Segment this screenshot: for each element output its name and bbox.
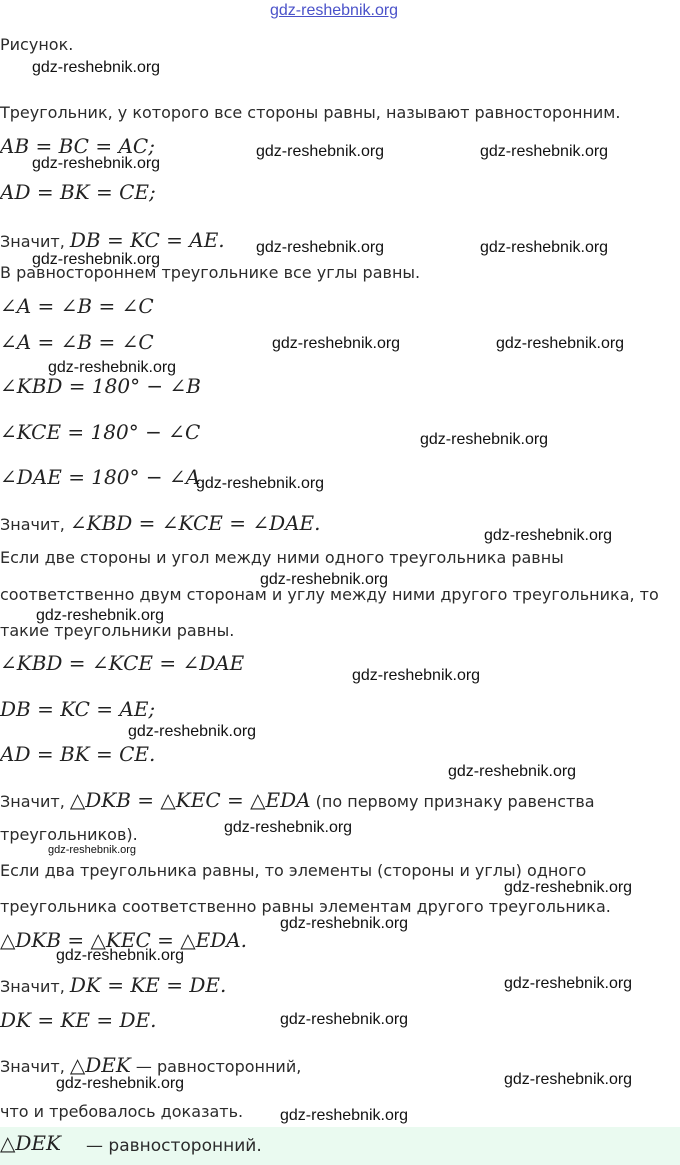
watermark: gdz-reshebnik.org: [480, 143, 609, 160]
watermark: gdz-reshebnik.org: [448, 763, 577, 780]
watermark: gdz-reshebnik.org: [352, 667, 481, 684]
theorem-line-4: Если два треугольника равны, то элементы (стороны и углы) одного: [0, 861, 587, 880]
conclusion-prefix: Значит,: [0, 977, 70, 996]
conclusion-math: DK = KE = DE.: [69, 973, 227, 997]
watermark: gdz-reshebnik.org: [48, 844, 137, 856]
definition-text: Треугольник, у которого все стороны равны, называют равносторонним.: [0, 103, 621, 122]
equation-angles-3: ∠KBD = ∠KCE = ∠DAE: [0, 651, 245, 675]
equation-sides-2: AD = BK = CE;: [0, 180, 156, 204]
answer-box: [0, 1127, 680, 1165]
watermark: gdz-reshebnik.org: [128, 723, 257, 740]
conclusion-tail: — равносторонний,: [130, 1057, 302, 1076]
equation-sides-1: AB = BC = AC;: [0, 134, 155, 158]
answer-math: △DEK: [0, 1131, 61, 1155]
watermark: gdz-reshebnik.org: [504, 879, 633, 896]
equation-kce: ∠KCE = 180° − ∠C: [0, 420, 201, 444]
watermark: gdz-reshebnik.org: [56, 1075, 185, 1092]
site-link[interactable]: gdz-reshebnik.org: [270, 2, 399, 19]
watermark: gdz-reshebnik.org: [256, 143, 385, 160]
watermark: gdz-reshebnik.org: [32, 59, 161, 76]
conclusion-line-3: [0, 788, 595, 812]
equation-dk-ke-de: DK = KE = DE.: [0, 1008, 157, 1032]
conclusion-prefix: Значит,: [0, 515, 70, 534]
conclusion-math: DB = KC = AE.: [69, 228, 225, 252]
equation-sides-3: DB = KC = AE;: [0, 697, 156, 721]
equation-dae: ∠DAE = 180° − ∠A: [0, 465, 201, 489]
qed-text: что и требовалось доказать.: [0, 1102, 244, 1121]
watermark: gdz-reshebnik.org: [280, 1011, 409, 1028]
watermark: gdz-reshebnik.org: [196, 475, 325, 492]
watermark: gdz-reshebnik.org: [32, 155, 161, 172]
watermark: gdz-reshebnik.org: [496, 335, 625, 352]
conclusion-math: △DKB = △KEC = △EDA: [69, 788, 311, 812]
watermark: gdz-reshebnik.org: [272, 335, 401, 352]
equation-kbd: ∠KBD = 180° − ∠B: [0, 374, 202, 398]
theorem-line-3: такие треугольники равны.: [0, 621, 235, 640]
watermark: gdz-reshebnik.org: [256, 239, 385, 256]
watermark: gdz-reshebnik.org: [224, 819, 353, 836]
equation-sides-4: AD = BK = CE.: [0, 742, 156, 766]
watermark: gdz-reshebnik.org: [280, 915, 409, 932]
watermark: gdz-reshebnik.org: [260, 571, 389, 588]
conclusion-line-4: [0, 973, 226, 997]
equation-triangles: △DKB = △KEC = △EDA.: [0, 928, 248, 952]
watermark: gdz-reshebnik.org: [36, 607, 165, 624]
conclusion-prefix: Значит,: [0, 232, 70, 251]
conclusion-prefix: Значит,: [0, 1057, 70, 1076]
theorem-line-2: соответственно двум сторонам и углу между ними другого треугольника, то: [0, 585, 659, 604]
watermark: gdz-reshebnik.org: [504, 975, 633, 992]
conclusion-prefix: Значит,: [0, 792, 70, 811]
conclusion-line-5: [0, 1053, 301, 1077]
watermark: gdz-reshebnik.org: [504, 1071, 633, 1088]
caption-figure: Рисунок.: [0, 35, 74, 54]
watermark: gdz-reshebnik.org: [480, 239, 609, 256]
watermark: gdz-reshebnik.org: [48, 359, 177, 376]
theorem-line-1: Если две стороны и угол между ними одного треугольника равны: [0, 548, 564, 567]
conclusion-line-2: [0, 511, 321, 535]
equation-angles-2: ∠A = ∠B = ∠C: [0, 330, 154, 354]
conclusion-line-3-cont: треугольников).: [0, 825, 138, 844]
watermark: gdz-reshebnik.org: [280, 1107, 409, 1124]
watermark: gdz-reshebnik.org: [56, 947, 185, 964]
conclusion-math: ∠KBD = ∠KCE = ∠DAE.: [69, 511, 321, 535]
equation-angles-1: ∠A = ∠B = ∠C: [0, 294, 154, 318]
property-text: В равностороннем треугольнике все углы равны.: [0, 263, 421, 282]
watermark: gdz-reshebnik.org: [484, 527, 613, 544]
conclusion-line-1: [0, 228, 225, 252]
conclusion-tail: (по первому признаку равенства: [310, 792, 595, 811]
watermark: gdz-reshebnik.org: [420, 431, 549, 448]
theorem-line-5: треугольника соответственно равны элементам другого треугольника.: [0, 897, 611, 916]
watermark: gdz-reshebnik.org: [32, 251, 161, 268]
conclusion-math: △DEK: [69, 1053, 131, 1077]
answer-text: — равносторонний.: [86, 1136, 262, 1156]
